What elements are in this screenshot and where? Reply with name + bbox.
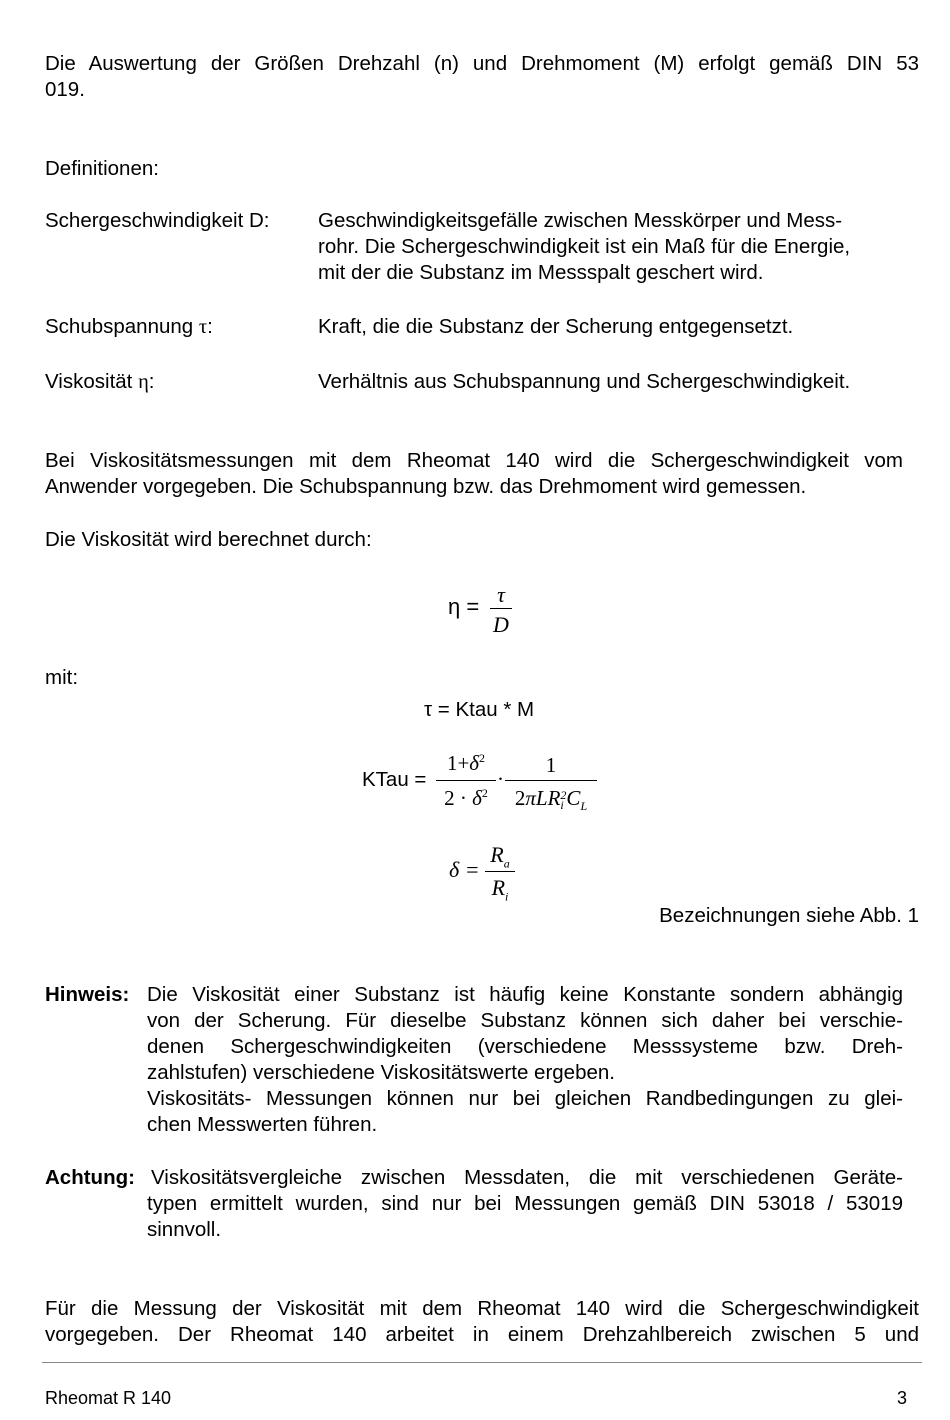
- measurement-line-1: Bei Viskositätsmessungen mit dem Rheomat 140 wird die Schergeschwindigkeit vom: [45, 449, 903, 472]
- def-schergeschwindigkeit-line-2: rohr. Die Schergeschwindigkeit ist ein Maß für die Energie,: [318, 235, 851, 258]
- final-line-1: Für die Messung der Viskosität mit dem Rheomat 140 wird die Schergeschwindigkeit: [45, 1297, 919, 1320]
- formula-delta-lhs: δ =: [449, 857, 480, 882]
- page-number: 3: [896, 1388, 907, 1408]
- tau-symbol: τ: [198, 316, 208, 338]
- achtung-line: sinnvoll.: [147, 1218, 222, 1241]
- ktau-f2-den-L: L: [535, 786, 548, 810]
- reference-note: Bezeichnungen siehe Abb. 1: [659, 904, 919, 927]
- delta-symbol: δ: [472, 786, 482, 810]
- intro-line-1: Die Auswertung der Größen Drehzahl (n) und Drehmoment (M) erfolgt gemäß DIN 53: [45, 52, 919, 75]
- term-viskositaet: [45, 369, 155, 395]
- term-schubspannung: [45, 314, 213, 340]
- fraction-bar: [436, 780, 496, 781]
- ktau-f1-den-dot: ·: [459, 786, 467, 810]
- def-schergeschwindigkeit-line-1: Geschwindigkeitsgefälle zwischen Messkörper und Mess-: [318, 209, 843, 232]
- achtung-line: Viskositätsvergleiche zwischen Messdaten, die mit verschiedenen Geräte-: [151, 1166, 903, 1189]
- formula-ktau-lhs: KTau =: [362, 768, 427, 791]
- def-schubspannung: Kraft, die die Substanz der Scherung entgegensetzt.: [318, 315, 794, 338]
- intro-line-2: 019.: [45, 78, 85, 101]
- delta-num-R: R: [490, 842, 504, 867]
- hinweis-body: [147, 982, 903, 1138]
- term-colon: :: [148, 370, 155, 393]
- measurement-line-2: Anwender vorgegeben. Die Schubspannung bzw. das Drehmoment wird gemessen.: [45, 475, 807, 498]
- hinweis-line: von der Scherung. Für dieselbe Substanz können sich daher bei verschie-: [147, 1009, 903, 1032]
- ktau-fraction-1-numerator: [436, 750, 496, 776]
- footer-title: Rheomat R 140: [45, 1388, 172, 1408]
- final-line-2: vorgegeben. Der Rheomat 140 arbeitet in einem Drehzahlbereich zwischen 5 und: [45, 1323, 919, 1346]
- term-schergeschwindigkeit: Schergeschwindigkeit D:: [45, 209, 270, 232]
- formula-eta-numerator: τ: [497, 582, 505, 607]
- term-colon: :: [207, 315, 213, 338]
- calc-intro: Die Viskosität wird berechnet durch:: [45, 528, 372, 551]
- ktau-fraction-1-denominator: [436, 785, 496, 811]
- ktau-f1-num-sup: 2: [479, 751, 486, 765]
- ktau-f2-den-C-sub: L: [580, 799, 588, 814]
- pi-symbol: π: [525, 786, 536, 810]
- formula-eta-lhs: η =: [448, 594, 480, 619]
- ktau-fraction-2-numerator: 1: [545, 753, 557, 777]
- def-schergeschwindigkeit-line-3: mit der die Substanz im Messspalt geschert wird.: [318, 261, 764, 284]
- ktau-multiply-dot: ·: [497, 767, 504, 791]
- hinweis-label: Hinweis:: [45, 983, 130, 1006]
- formula-tau: τ = Ktau * M: [424, 698, 535, 721]
- achtung-body: [147, 1165, 903, 1243]
- fraction-bar: [490, 608, 512, 609]
- hinweis-line: Die Viskosität einer Substanz ist häufig keine Konstante sondern abhängig: [147, 983, 903, 1006]
- delta-symbol: δ: [469, 751, 480, 775]
- ktau-f2-den-R-sup: 2: [560, 788, 567, 803]
- hinweis-line: Viskositäts- Messungen können nur bei gleichen Randbedingungen zu glei-: [147, 1087, 903, 1110]
- achtung-line: typen ermittelt wurden, sind nur bei Messungen gemäß DIN 53018 / 53019: [147, 1192, 903, 1215]
- ktau-f2-den-R: R: [547, 786, 561, 810]
- hinweis-line: chen Messwerten führen.: [147, 1113, 378, 1136]
- ktau-f1-den-sup: 2: [481, 786, 488, 800]
- hinweis-line: zahlstufen) verschiedene Viskositätswerte ergeben.: [147, 1061, 615, 1084]
- definitions-heading: Definitionen:: [45, 157, 159, 180]
- ktau-f2-den-a: 2: [514, 786, 526, 810]
- formula-delta-numerator: [485, 842, 515, 871]
- delta-den-R: R: [491, 875, 506, 900]
- eta-symbol: η: [138, 371, 149, 393]
- footer-divider: [42, 1362, 922, 1363]
- achtung-label: Achtung:: [45, 1166, 135, 1189]
- formula-eta-denominator: D: [493, 612, 509, 637]
- ktau-fraction-2-denominator: [505, 785, 597, 814]
- term-viskositaet-text: Viskosität: [45, 370, 139, 393]
- ktau-f1-num-a: 1+: [446, 751, 470, 775]
- ktau-f2-den-R-sub: i: [560, 798, 564, 813]
- delta-den-sub: i: [505, 889, 509, 904]
- delta-num-sub: a: [503, 856, 510, 871]
- formula-delta-denominator: [485, 875, 515, 904]
- def-viskositaet: Verhältnis aus Schubspannung und Schergeschwindigkeit.: [318, 370, 851, 393]
- fraction-bar: [485, 871, 515, 872]
- ktau-f2-den-C: C: [566, 786, 581, 810]
- ktau-f1-den-a: 2: [444, 786, 455, 810]
- hinweis-line: denen Schergeschwindigkeiten (verschiedene Messsysteme bzw. Dreh-: [147, 1035, 903, 1058]
- term-schubspannung-text: Schubspannung: [45, 315, 199, 338]
- mit-label: mit:: [45, 666, 79, 689]
- fraction-bar: [505, 780, 597, 781]
